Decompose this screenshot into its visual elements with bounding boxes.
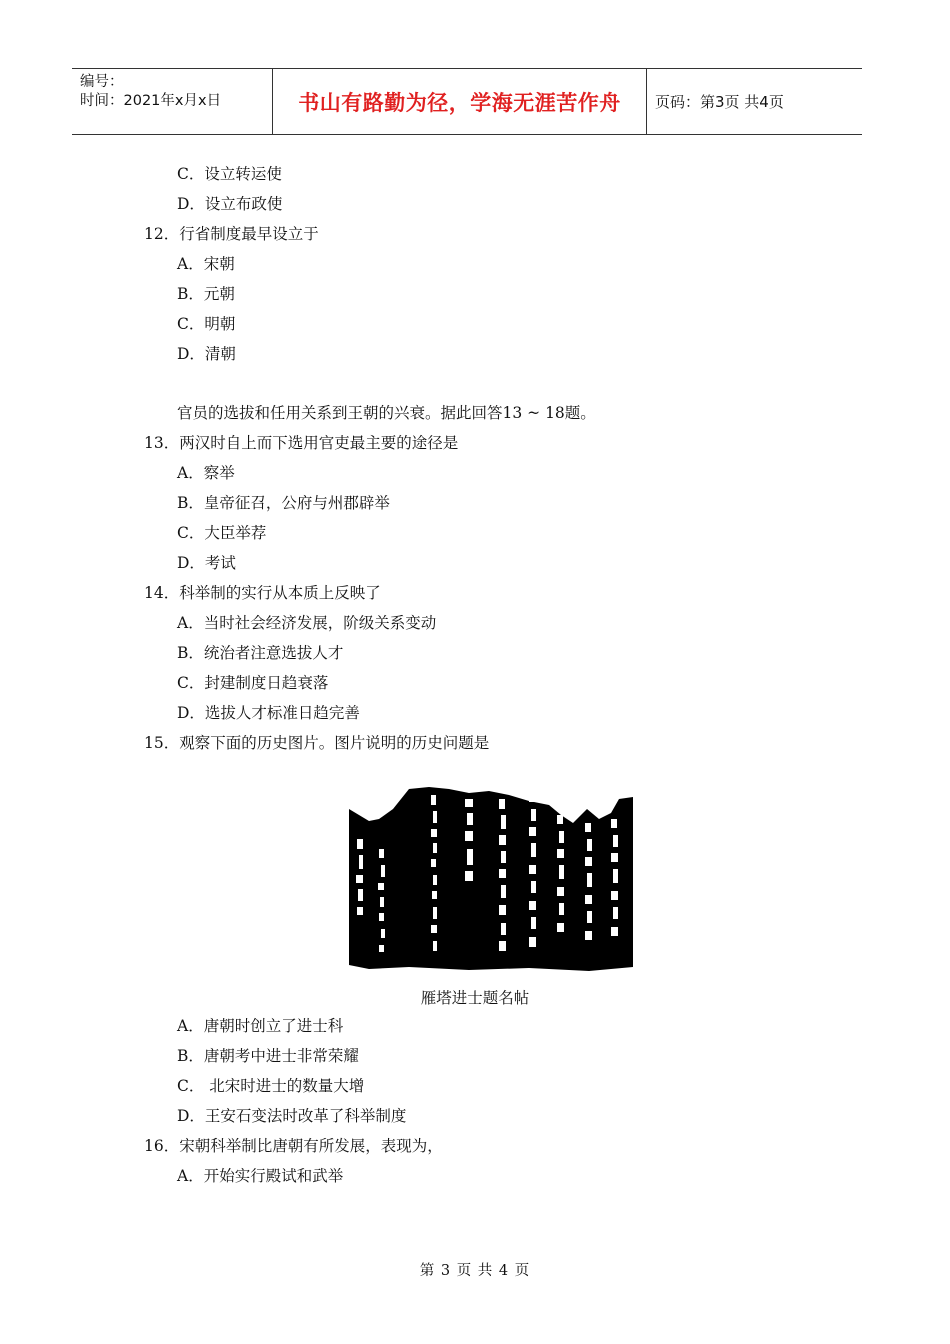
q15-option-b: B．唐朝考中进士非常荣耀 [177, 1047, 359, 1065]
q14-option-d: D．选拔人才标准日趋完善 [177, 704, 360, 722]
q16-stem: 16．宋朝科举制比唐朝有所发展，表现为， [144, 1137, 443, 1155]
image-caption: 雁塔进士题名帖 [420, 989, 530, 1007]
q13-option-c: C．大臣举荐 [177, 524, 267, 542]
page-footer: 第 3 页 共 4 页 [419, 1263, 531, 1279]
page-header [72, 68, 862, 135]
q15-stem: 15．观察下面的历史图片。图片说明的历史问题是 [144, 734, 490, 752]
q15-option-c: C． 北宋时进士的数量大增 [177, 1077, 365, 1095]
q16-option-a: A．开始实行殿试和武举 [177, 1167, 344, 1185]
q13-stem: 13．两汉时自上而下选用官吏最主要的途径是 [144, 434, 459, 452]
rubbing-image [349, 779, 633, 972]
header-number-label: 编号： [80, 74, 124, 90]
q12-option-d: D．清朝 [177, 345, 236, 363]
q12-stem: 12．行省制度最早设立于 [144, 225, 319, 243]
q12-option-b: B．元朝 [177, 285, 235, 303]
q14-option-b: B．统治者注意选拔人才 [177, 644, 344, 662]
q13-option-b: B．皇帝征召，公府与州郡辟举 [177, 494, 390, 512]
q12-option-c: C．明朝 [177, 315, 236, 333]
header-page-info: 页码：第3页 共4页 [655, 93, 784, 111]
q11-option-c: C．设立转运使 [177, 165, 282, 183]
q14-stem: 14．科举制的实行从本质上反映了 [144, 584, 381, 602]
q14-option-c: C．封建制度日趋衰落 [177, 674, 329, 692]
q15-option-a: A．唐朝时创立了进士科 [177, 1017, 344, 1035]
header-meta [72, 69, 272, 134]
q13-option-d: D．考试 [177, 554, 236, 572]
section-intro: 官员的选拔和任用关系到王朝的兴衰。据此回答13 ~ 18题。 [177, 404, 596, 422]
q13-option-a: A．察举 [177, 464, 235, 482]
q14-option-a: A．当时社会经济发展，阶级关系变动 [177, 614, 437, 632]
header-motto: 书山有路勤为径，学海无涯苦作舟 [272, 69, 647, 134]
q11-option-d: D．设立布政使 [177, 195, 283, 213]
q12-option-a: A．宋朝 [177, 255, 235, 273]
q15-option-d: D．王安石变法时改革了科举制度 [177, 1107, 407, 1125]
header-time-label: 时间：2021年x月x日 [80, 93, 222, 109]
